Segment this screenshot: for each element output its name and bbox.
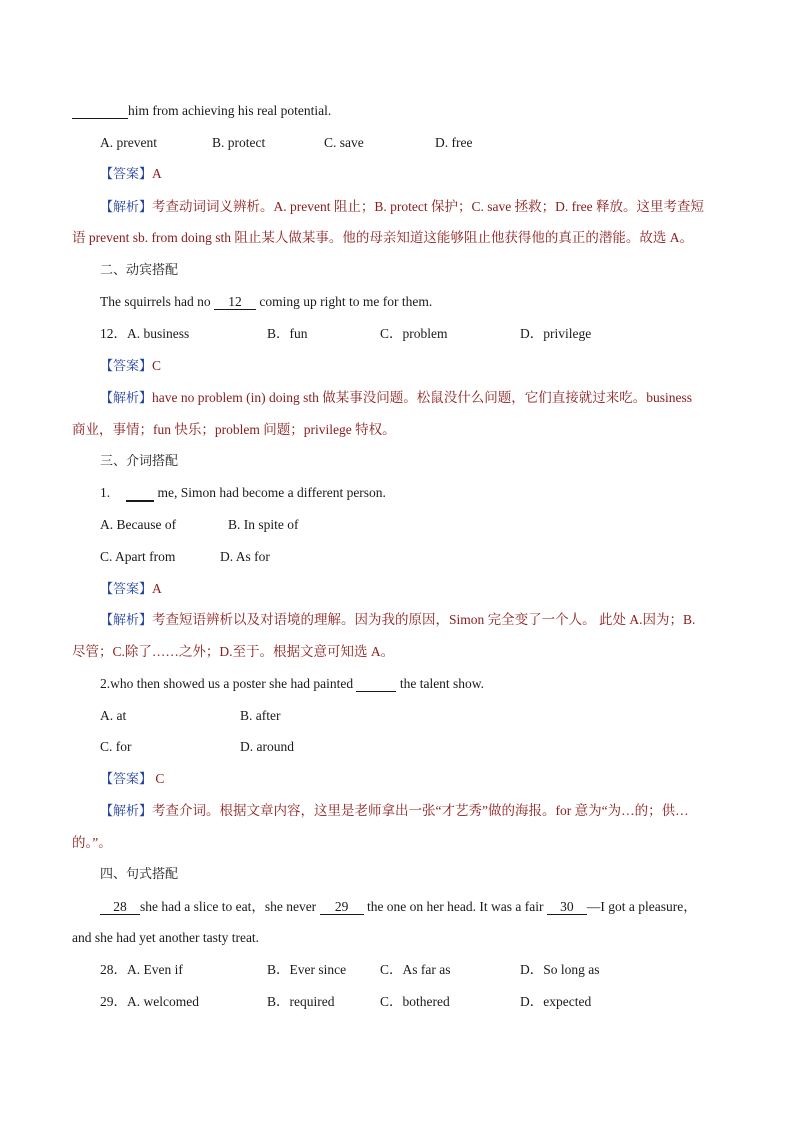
q0-answer [100, 165, 162, 184]
q28-option-c: C．As far as [380, 962, 451, 977]
q12-stem: The squirrels had no 12 coming up right to me for them. [100, 294, 433, 309]
section-title-2: 二、动宾搭配 [100, 263, 179, 278]
answer-value: C [152, 358, 162, 373]
q28-option-d: D．So long as [520, 962, 600, 977]
qp2-analysis-1: 【解析】考查介词。根据文章内容，这里是老师拿出一张“才艺秀”做的海报。for 意为“为…的；供… [100, 803, 689, 819]
q12-option-c: C．problem [380, 326, 448, 341]
q12-option-a: 12．A. business [100, 326, 190, 341]
qp1-analysis-2: 尽管；C.除了……之外；D.至于。根据文意可知选 A。 [72, 644, 395, 659]
q0-option-b: B. protect [212, 135, 266, 150]
qp1-stem: 1. me, Simon had become a different person. [100, 485, 386, 500]
qp1-option-c: C. Apart from [100, 549, 176, 564]
qp2-option-b: B. after [240, 708, 281, 723]
answer-value: C [152, 771, 165, 786]
q28-blank-29: 29 [320, 899, 364, 915]
q12-analysis-1: 【解析】have no problem (in) doing sth 做某事没问题。松鼠没什么问题，它们直接就过来吃。business [100, 390, 692, 406]
q0-blank [72, 103, 128, 119]
section-title-3: 三、介词搭配 [100, 454, 179, 469]
q28-option-b: B．Ever since [267, 962, 347, 977]
q29-option-d: D．expected [520, 994, 592, 1009]
qp1-analysis-1: 【解析】考查短语辨析以及对语境的理解。因为我的原因，Simon 完全变了一个人。 此处 A.因为；B. [100, 612, 696, 628]
q28-blank-30: 30 [547, 899, 587, 915]
q29-option-a: 29．A. welcomed [100, 994, 199, 1009]
analysis-tag: 【解析】 [100, 613, 153, 628]
q12-blank: 12 [214, 294, 256, 310]
q28-option-a: 28．A. Even if [100, 962, 183, 977]
q12-analysis-2: 商业，事情；fun 快乐；problem 问题；privilege 特权。 [72, 422, 396, 437]
qp2-analysis-2: 的。”。 [72, 835, 112, 850]
q28-stem-1: 28 she had a slice to eat，she never 29 the one on her head. It was a fair 30 —I got a pleasure， [100, 898, 697, 916]
q0-option-a: A. prevent [100, 135, 157, 150]
q12-option-d: D．privilege [520, 326, 592, 341]
q29-option-c: C．bothered [380, 994, 450, 1009]
qp1-option-a: A. Because of [100, 517, 177, 532]
analysis-tag: 【解析】 [100, 804, 153, 819]
q0-analysis-1: 【解析】考查动词词义辨析。A. prevent 阻止；B. protect 保护；C. save 拯救；D. free 释放。这里考查短 [100, 199, 704, 215]
qp2-option-d: D. around [240, 739, 294, 754]
qp2-blank [356, 676, 396, 692]
qp2-option-a: A. at [100, 708, 127, 723]
answer-tag: 【答案】 [100, 772, 153, 787]
section-title-4: 四、句式搭配 [100, 867, 179, 882]
qp1-option-b: B. In spite of [228, 517, 299, 532]
qp2-option-c: C. for [100, 739, 132, 754]
analysis-tag: 【解析】 [100, 200, 153, 215]
q29-option-b: B．required [267, 994, 335, 1009]
qp2-stem: 2.who then showed us a poster she had painted the talent show. [100, 676, 485, 691]
qp1-answer [100, 580, 162, 599]
q12-option-b: B．fun [267, 326, 308, 341]
q0-option-c: C. save [324, 135, 364, 150]
answer-value: A [152, 581, 162, 596]
answer-value: A [152, 166, 162, 181]
q0-stem: him from achieving his real potential. [72, 102, 331, 120]
q28-blank-28: 28 [100, 899, 140, 915]
answer-tag: 【答案】 [100, 582, 153, 597]
q12-answer [100, 357, 161, 376]
q0-option-d: D. free [435, 135, 473, 150]
q0-analysis-2: 语 prevent sb. from doing sth 阻止某人做某事。他的母亲知道这能够阻止他获得他的真正的潜能。故选 A。 [72, 230, 693, 245]
qp1-blank [126, 485, 154, 502]
analysis-tag: 【解析】 [100, 391, 153, 406]
answer-tag: 【答案】 [100, 359, 153, 374]
q28-stem-2: and she had yet another tasty treat. [72, 930, 260, 945]
qp2-answer [100, 770, 164, 789]
answer-tag: 【答案】 [100, 167, 153, 182]
qp1-option-d: D. As for [220, 549, 270, 564]
